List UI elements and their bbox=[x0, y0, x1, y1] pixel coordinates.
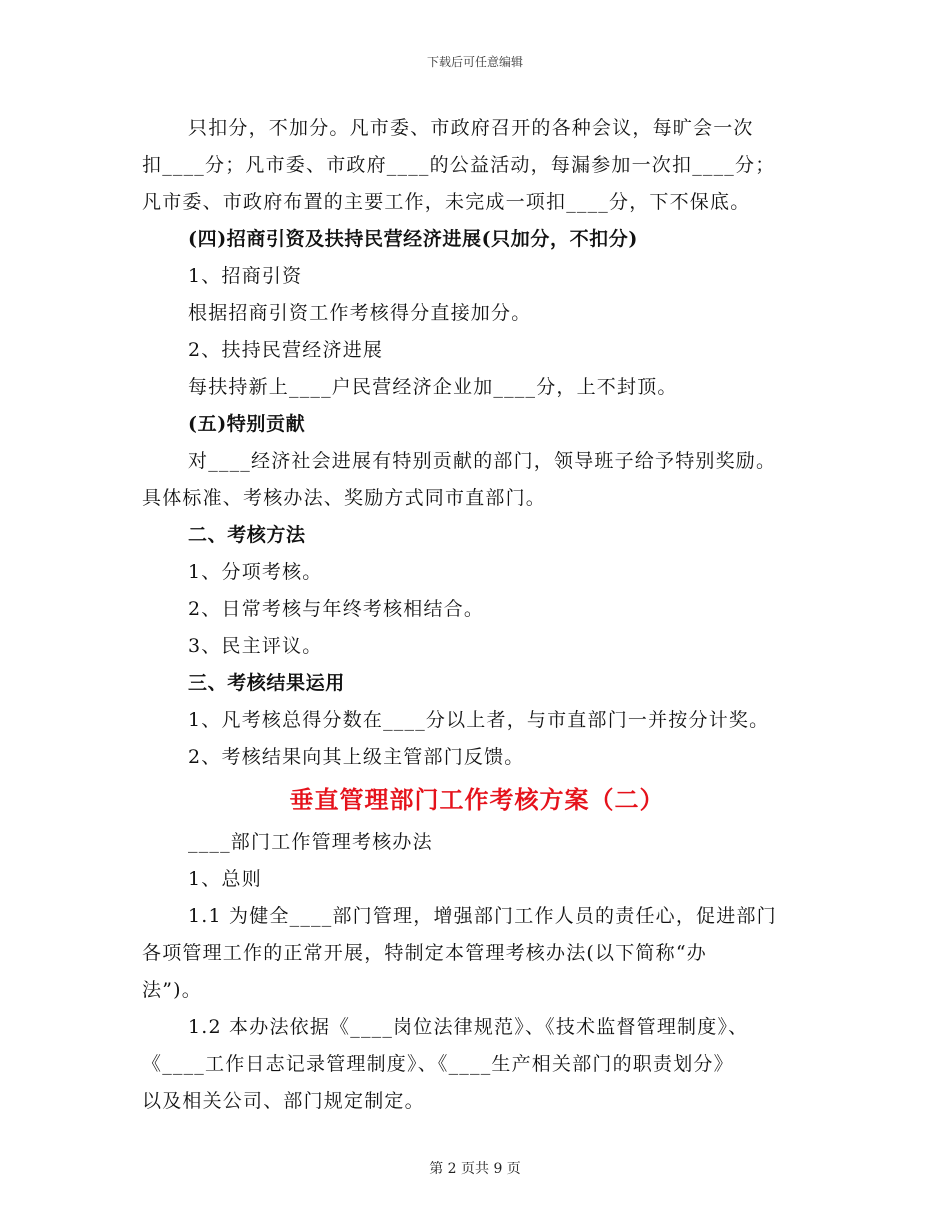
list-item: 1、凡考核总得分数在____分以上者，与市直部门一并按分计奖。 bbox=[188, 709, 770, 731]
list-item: 2、日常考核与年终考核相结合。 bbox=[188, 598, 485, 620]
list-item: 1、分项考核。 bbox=[188, 561, 323, 583]
paragraph-line: 法”)。 bbox=[142, 979, 202, 1001]
document-body bbox=[142, 110, 812, 1120]
section-heading: 二、考核方法 bbox=[188, 524, 306, 546]
paragraph-line: 具体标准、考核办法、奖励方式同市直部门。 bbox=[142, 487, 547, 509]
paragraph-line: 每扶持新上____户民营经济企业加____分，上不封顶。 bbox=[188, 376, 678, 398]
page-footer: 第 2 页共 9 页 bbox=[429, 1161, 521, 1177]
paragraph-line: 以及相关公司、部门规定制定。 bbox=[142, 1090, 425, 1112]
paragraph-line: 1.2 本办法依据《____岗位法律规范》、《技术监督管理制度》、 bbox=[188, 1016, 749, 1038]
paragraph-line: 各项管理工作的正常开展，特制定本管理考核办法(以下简称“办 bbox=[142, 942, 707, 964]
document-title: 垂直管理部门工作考核方案（二） bbox=[289, 785, 665, 814]
list-item: 3、民主评议。 bbox=[188, 635, 323, 657]
paragraph-line: 根据招商引资工作考核得分直接加分。 bbox=[188, 302, 532, 324]
subheading: 1、总则 bbox=[188, 868, 262, 890]
paragraph-line: 扣____分；凡市委、市政府____的公益活动，每漏参加一次扣____分； bbox=[142, 154, 776, 176]
page-header: 下载后可任意编辑 bbox=[426, 55, 523, 69]
paragraph-line: 《____工作日志记录管理制度》、《____生产相关部门的职责划分》 bbox=[142, 1053, 734, 1075]
subheading: 1、招商引资 bbox=[188, 265, 303, 287]
subheading: 2、扶持民营经济进展 bbox=[188, 339, 384, 361]
section-heading: (四)招商引资及扶持民营经济进展(只加分，不扣分) bbox=[188, 228, 638, 250]
list-item: 2、考核结果向其上级主管部门反馈。 bbox=[188, 746, 525, 768]
paragraph-line: 只扣分，不加分。凡市委、市政府召开的各种会议，每旷会一次 bbox=[188, 117, 754, 139]
paragraph-line: 1.1 为健全____部门管理，增强部门工作人员的责任心，促进部门 bbox=[188, 905, 777, 927]
paragraph-line: 凡市委、市政府布置的主要工作，未完成一项扣____分，下不保底。 bbox=[142, 191, 751, 213]
section-heading: (五)特别贡献 bbox=[188, 413, 306, 435]
paragraph-line: 对____经济社会进展有特别贡献的部门，领导班子给予特别奖励。 bbox=[188, 450, 777, 472]
subtitle: ____部门工作管理考核办法 bbox=[188, 831, 433, 853]
section-heading: 三、考核结果运用 bbox=[188, 672, 345, 694]
